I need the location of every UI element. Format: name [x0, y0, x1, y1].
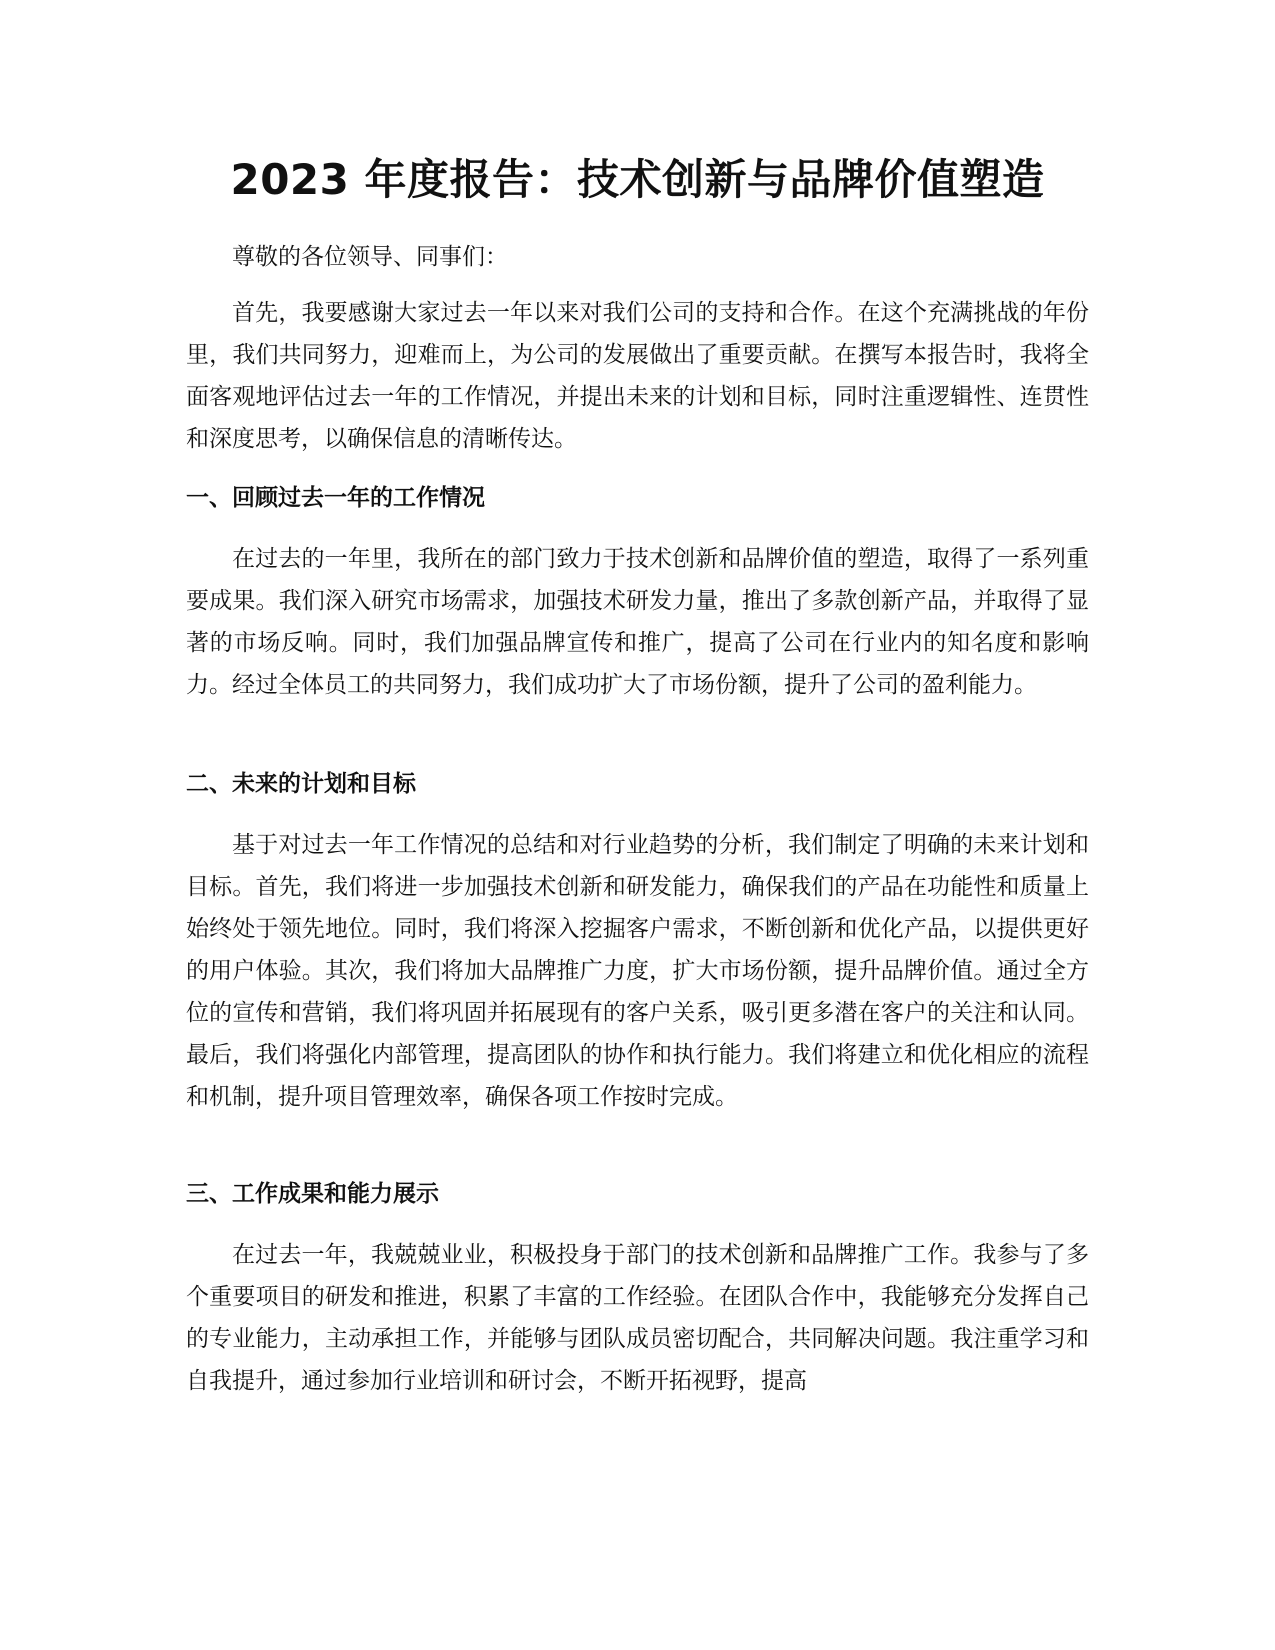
section-heading-3: 三、工作成果和能力展示 [186, 1181, 439, 1207]
salutation: 尊敬的各位领导、同事们： [232, 244, 508, 270]
section-heading-1: 一、回顾过去一年的工作情况 [186, 485, 485, 511]
document-title: 2023 年度报告：技术创新与品牌价值塑造 [230, 155, 1045, 204]
section-body-1: 在过去的一年里，我所在的部门致力于技术创新和品牌价值的塑造，取得了一系列重要成果。我们深入研究市场需求，加强技术研发力量，推出了多款创新产品，并取得了显著的市场反响。同时，我们加强品牌宣传和推广，提高了公司在行业内的知名度和影响力。经过全体员工的共同努力，我们成功扩大了市场份额，提升了公司的盈利能力。 [186, 546, 1089, 698]
section-heading-2: 二、未来的计划和目标 [186, 771, 416, 797]
section-body-3: 在过去一年，我兢兢业业，积极投身于部门的技术创新和品牌推广工作。我参与了多个重要项目的研发和推进，积累了丰富的工作经验。在团队合作中，我能够充分发挥自己的专业能力，主动承担工作，并能够与团队成员密切配合，共同解决问题。我注重学习和自我提升，通过参加行业培训和研讨会，不断开拓视野，提高 [186, 1242, 1089, 1394]
intro-paragraph: 首先，我要感谢大家过去一年以来对我们公司的支持和合作。在这个充满挑战的年份里，我们共同努力，迎难而上，为公司的发展做出了重要贡献。在撰写本报告时，我将全面客观地评估过去一年的工作情况，并提出未来的计划和目标，同时注重逻辑性、连贯性和深度思考，以确保信息的清晰传达。 [186, 300, 1089, 452]
section-body-2: 基于对过去一年工作情况的总结和对行业趋势的分析，我们制定了明确的未来计划和目标。首先，我们将进一步加强技术创新和研发能力，确保我们的产品在功能性和质量上始终处于领先地位。同时，我们将深入挖掘客户需求，不断创新和优化产品，以提供更好的用户体验。其次，我们将加大品牌推广力度，扩大市场份额，提升品牌价值。通过全方位的宣传和营销，我们将巩固并拓展现有的客户关系，吸引更多潜在客户的关注和认同。最后，我们将强化内部管理，提高团队的协作和执行能力。我们将建立和优化相应的流程和机制，提升项目管理效率，确保各项工作按时完成。 [186, 832, 1089, 1110]
